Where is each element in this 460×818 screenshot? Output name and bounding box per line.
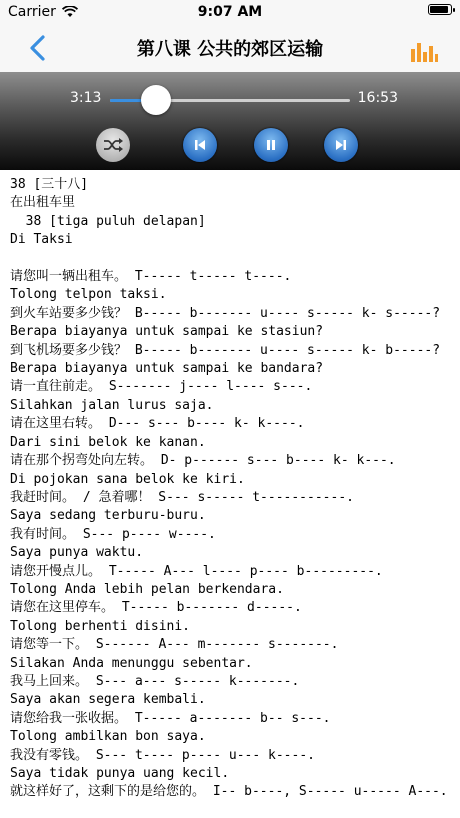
slider-thumb[interactable] (141, 85, 171, 115)
pause-icon (263, 137, 279, 153)
text-line: Berapa biayanya untuk sampai ke stasiun? (10, 324, 324, 340)
text-line: Saya sedang terburu-buru. (10, 508, 206, 524)
bar-chart-icon (410, 40, 438, 62)
text-line: 请您叫一辆出租车。 T----- t----- t----. (10, 269, 292, 285)
shuffle-icon (103, 137, 123, 153)
text-line: Silahkan jalan lurus saja. (10, 397, 214, 413)
status-bar (0, 0, 460, 24)
text-line: 到飞机场要多少钱？ B----- b------- u---- s----- k- b-----? (10, 342, 441, 358)
text-line: 请您等一下。 S------ A--- m------- s-------. (10, 637, 339, 653)
pause-button[interactable] (254, 128, 288, 162)
text-line: 请一直往前走。 S------- j---- l---- s---. (10, 379, 313, 395)
text-line: Tolong Anda lebih pelan berkendara. (10, 581, 284, 597)
text-line: 38 [三十八] (10, 177, 89, 192)
text-line: Saya akan segera kembali. (10, 692, 206, 708)
text-line: 38 [tiga puluh delapan] (10, 213, 206, 229)
text-line: 我马上回来。 S--- a--- s----- k-------. (10, 673, 300, 689)
back-button[interactable] (28, 34, 52, 62)
text-line: 到火车站要多少钱？ B----- b------- u---- s----- k- s-----? (10, 305, 441, 321)
text-line: 请您开慢点儿。 T----- A--- l---- p---- b---------. (10, 563, 383, 579)
text-line: Di pojokan sana belok ke kiri. (10, 471, 245, 487)
text-line: 就这样好了，这剩下的是给您的。 I-- b----, S----- u----- A---. (10, 784, 448, 800)
text-line: 请在这里右转。 D--- s--- b---- k- k----. (10, 416, 305, 432)
text-line: Dari sini belok ke kanan. (10, 434, 206, 450)
text-line: 我有时间。 S--- p---- w----. (10, 526, 216, 542)
next-button[interactable] (324, 128, 358, 162)
skip-previous-icon (192, 137, 208, 153)
text-line: Silakan Anda menunggu sebentar. (10, 655, 253, 671)
status-time: 9:07 AM (197, 4, 263, 20)
status-right (428, 4, 452, 15)
text-line: 请您在这里停车。 T----- b------- d-----. (10, 600, 302, 616)
text-line (10, 250, 458, 268)
skip-next-icon (333, 137, 349, 153)
audio-player (0, 72, 460, 170)
text-line: Tolong telpon taksi. (10, 287, 167, 303)
page-title: 第八课 公共的郊区运输 (136, 39, 324, 60)
battery-icon (428, 4, 452, 15)
audio-bars-button[interactable] (410, 40, 440, 64)
shuffle-button[interactable] (96, 128, 130, 162)
carrier-label: Carrier (8, 4, 56, 20)
previous-button[interactable] (183, 128, 217, 162)
navigation-bar (0, 24, 460, 73)
text-line: Tolong ambilkan bon saya. (10, 729, 206, 745)
total-time: 16:53 (357, 90, 398, 106)
text-line: 在出租车里 (10, 195, 76, 211)
progress-slider[interactable] (110, 99, 350, 102)
text-line: 我没有零钱。 S--- t---- p---- u--- k----. (10, 747, 315, 763)
lesson-text (10, 176, 458, 818)
current-time: 3:13 (70, 90, 102, 106)
text-line: Di Taksi (10, 232, 73, 248)
text-line: 我赶时间。 / 急着哪！ S--- s----- t-----------. (10, 489, 354, 505)
text-line: Saya punya waktu. (10, 545, 144, 561)
chevron-left-icon (28, 34, 48, 62)
text-line: 请在那个拐弯处向左转。 D- p------ s--- b---- k- k---. (10, 453, 396, 469)
text-line: Berapa biayanya untuk sampai ke bandara? (10, 361, 324, 377)
text-line: Tolong berhenti disini. (10, 618, 191, 634)
text-line: 请您给我一张收据。 T----- a------- b-- s---. (10, 710, 331, 726)
text-line: Saya tidak punya uang kecil. (10, 766, 230, 781)
